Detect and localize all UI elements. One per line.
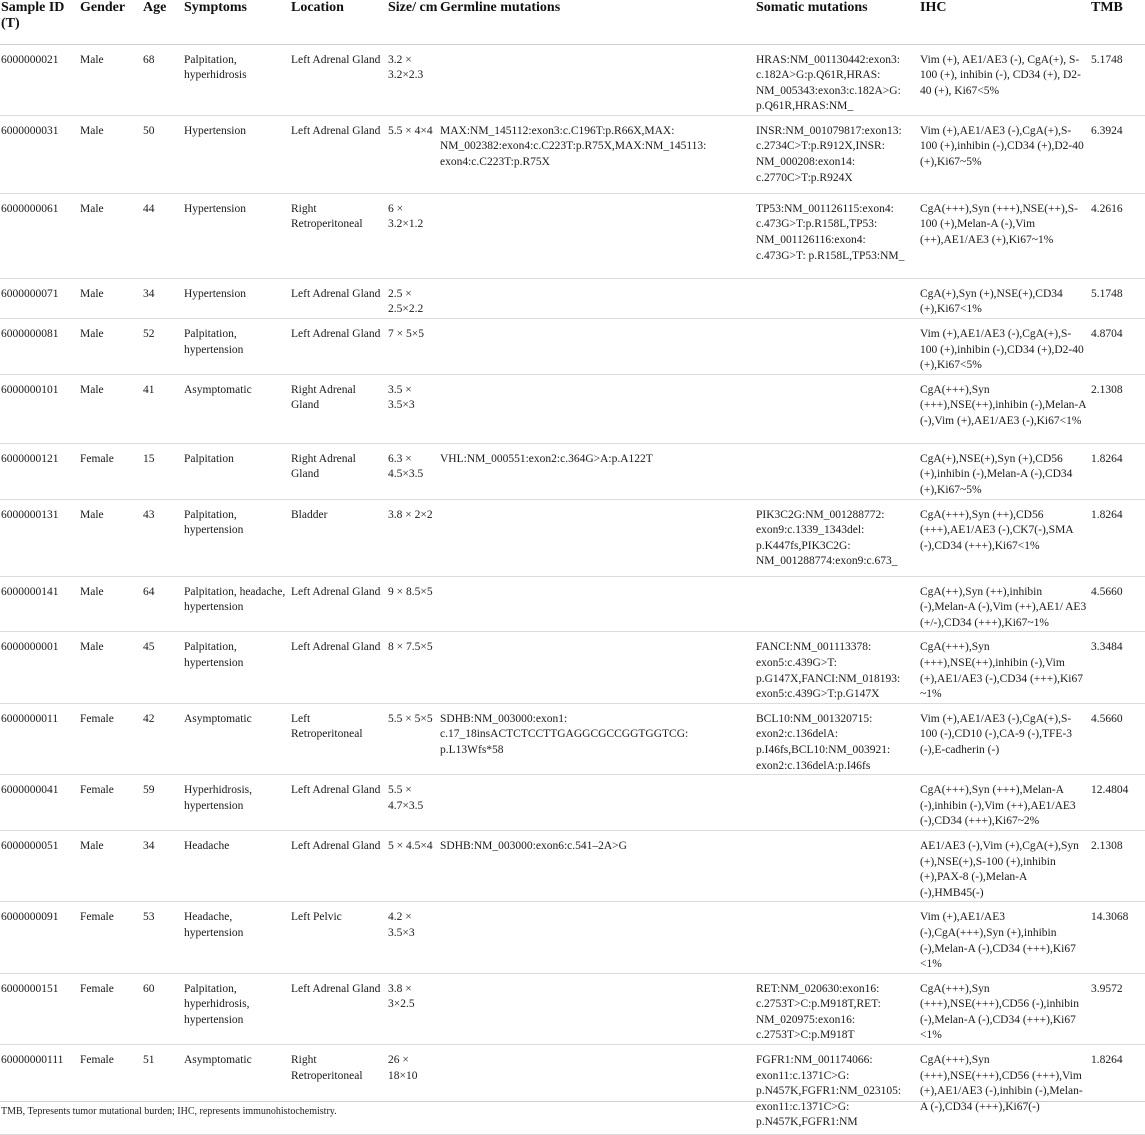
table-cell: 51 <box>143 1045 184 1135</box>
table-cell <box>440 576 756 632</box>
table-cell: 3.5 × 3.5×3 <box>388 374 440 443</box>
table-cell: Left Adrenal Gland <box>291 830 388 901</box>
table-row <box>0 775 1145 831</box>
table-cell: 3.2 × 3.2×2.3 <box>388 44 440 115</box>
table-cell <box>440 374 756 443</box>
table-cell: 4.2 × 3.5×3 <box>388 902 440 973</box>
table-cell: 50 <box>143 115 184 193</box>
table-cell: 5.5 × 4×4 <box>388 115 440 193</box>
table-cell: Male <box>80 278 143 318</box>
table-cell: Vim (+),AE1/AE3 (-),CgA(+),S-100 (+),inhibin (-),CD34 (+),D2-40 (+),Ki67~5% <box>920 115 1091 193</box>
table-cell: PIK3C2G:NM_001288772: exon9:c.1339_1343del: p.K447fs,PIK3C2G: NM_001288774:exon9:c.673_ <box>756 499 920 576</box>
table-cell <box>756 775 920 831</box>
table-cell: VHL:NM_000551:exon2:c.364G>A:p.A122T <box>440 443 756 499</box>
table-cell: Male <box>80 830 143 901</box>
table-cell <box>756 830 920 901</box>
table-cell <box>440 775 756 831</box>
table-cell: 5 × 4.5×4 <box>388 830 440 901</box>
column-header: Somatic mutations <box>756 0 920 44</box>
table-cell: CgA(+++),Syn (+++),NSE(++),S-100 (+),Melan-A (-),Vim (++),AE1/AE3 (+),Ki67~1% <box>920 193 1091 278</box>
table-row <box>0 576 1145 632</box>
table-cell <box>756 576 920 632</box>
table-cell <box>440 44 756 115</box>
table-cell: Bladder <box>291 499 388 576</box>
table-cell: 34 <box>143 830 184 901</box>
table-cell: 5.1748 <box>1091 44 1145 115</box>
table-cell: Female <box>80 902 143 973</box>
table-cell: CgA(+),NSE(+),Syn (+),CD56 (+),inhibin (-),Melan-A (-),CD34 (+),Ki67~5% <box>920 443 1091 499</box>
table-cell: Left Adrenal Gland <box>291 278 388 318</box>
table-cell: CgA(+++),Syn (+++),NSE(++),inhibin (-),Vim (+),AE1/AE3 (-),CD34 (+++),Ki67 ~1% <box>920 632 1091 703</box>
table-cell: CgA(+++),Syn (+++),NSE(+++),CD56 (+++),Vim (+),AE1/AE3 (-),inhibin (-),Melan-A (-),CD34 (+++),Ki67(-) <box>920 1045 1091 1135</box>
table-cell: 4.5660 <box>1091 576 1145 632</box>
table-cell: Vim (+), AE1/AE3 (-), CgA(+), S-100 (+), inhibin (-), CD34 (+), D2-40 (+), Ki67<5% <box>920 44 1091 115</box>
table-cell: 6.3 × 4.5×3.5 <box>388 443 440 499</box>
table-cell: Male <box>80 374 143 443</box>
table-cell <box>756 374 920 443</box>
table-row <box>0 632 1145 703</box>
table-cell: Asymptomatic <box>184 374 291 443</box>
table-row <box>0 703 1145 774</box>
table-cell: INSR:NM_001079817:exon13: c.2734C>T:p.R912X,INSR: NM_000208:exon14: c.2770C>T:p.R924X <box>756 115 920 193</box>
table-cell: CgA(+),Syn (+),NSE(+),CD34 (+),Ki67<1% <box>920 278 1091 318</box>
table-cell: CgA(+++),Syn (+++),NSE(+++),CD56 (-),inhibin (-),Melan-A (-),CD34 (+++),Ki67 <1% <box>920 973 1091 1044</box>
table-cell <box>440 1045 756 1135</box>
table-cell: 6000000131 <box>0 499 80 576</box>
table-bottom-rule <box>0 1101 1145 1102</box>
table-cell: 6000000051 <box>0 830 80 901</box>
table-cell: 1.8264 <box>1091 443 1145 499</box>
table-cell: Left Pelvic <box>291 902 388 973</box>
column-header: Gender <box>80 0 143 44</box>
table-cell: 2.1308 <box>1091 374 1145 443</box>
table-cell: FGFR1:NM_001174066: exon11:c.1371C>G: p.N457K,FGFR1:NM_023105: exon11:c.1371C>G: p.N457K,FGFR1:NM <box>756 1045 920 1135</box>
table-cell: 12.4804 <box>1091 775 1145 831</box>
table-cell: Palpitation, hypertension <box>184 499 291 576</box>
table-cell: Female <box>80 443 143 499</box>
table-cell: Left Adrenal Gland <box>291 632 388 703</box>
table-cell: RET:NM_020630:exon16: c.2753T>C:p.M918T,RET: NM_020975:exon16: c.2753T>C:p.M918T <box>756 973 920 1044</box>
table-cell: CgA(+++),Syn (+++),NSE(++),inhibin (-),Melan-A (-),Vim (+),AE1/AE3 (-),Ki67<1% <box>920 374 1091 443</box>
table-row <box>0 830 1145 901</box>
table-cell: SDHB:NM_003000:exon1: c.17_18insACTCTCCTTGAGGCGCCGGTGGTCG: p.L13Wfs*58 <box>440 703 756 774</box>
column-header: Location <box>291 0 388 44</box>
table-cell: 6000000091 <box>0 902 80 973</box>
table-cell: 5.1748 <box>1091 278 1145 318</box>
table-cell: Headache <box>184 830 291 901</box>
table-cell: Hypertension <box>184 278 291 318</box>
table-cell: 41 <box>143 374 184 443</box>
table-cell: Palpitation, hyperhidrosis <box>184 44 291 115</box>
table-cell: Left Adrenal Gland <box>291 973 388 1044</box>
table-cell: CgA(+++),Syn (+++),Melan-A (-),inhibin (-),Vim (++),AE1/AE3 (-),CD34 (+++),Ki67~2% <box>920 775 1091 831</box>
table-cell: Right Adrenal Gland <box>291 374 388 443</box>
table-cell: Right Adrenal Gland <box>291 443 388 499</box>
table-cell: 8 × 7.5×5 <box>388 632 440 703</box>
table-cell: 3.8 × 2×2 <box>388 499 440 576</box>
table-cell: 6000000001 <box>0 632 80 703</box>
table-cell: 45 <box>143 632 184 703</box>
table-cell <box>440 193 756 278</box>
column-header: Size/ cm <box>388 0 440 44</box>
table-row <box>0 115 1145 193</box>
table-cell: 5.5 × 4.7×3.5 <box>388 775 440 831</box>
table-cell: CgA(++),Syn (++),inhibin (-),Melan-A (-),Vim (++),AE1/ AE3 (+/-),CD34 (+++),Ki67~1% <box>920 576 1091 632</box>
table-cell: 6000000011 <box>0 703 80 774</box>
table-body <box>0 44 1145 1135</box>
table-cell: 1.8264 <box>1091 1045 1145 1135</box>
table-cell: Male <box>80 115 143 193</box>
table-cell: Palpitation, headache, hypertension <box>184 576 291 632</box>
table-cell <box>440 319 756 375</box>
table-cell: Palpitation <box>184 443 291 499</box>
table-cell: Male <box>80 576 143 632</box>
table-row <box>0 443 1145 499</box>
table-cell: 6000000141 <box>0 576 80 632</box>
table-cell: 7 × 5×5 <box>388 319 440 375</box>
table-cell: 9 × 8.5×5 <box>388 576 440 632</box>
table-cell <box>440 902 756 973</box>
table-cell: Vim (+),AE1/AE3 (-),CgA(+),S-100 (-),CD10 (-),CA-9 (-),TFE-3 (-),E-cadherin (-) <box>920 703 1091 774</box>
table-cell <box>440 973 756 1044</box>
table-cell: 68 <box>143 44 184 115</box>
table-cell: Right Retroperitoneal <box>291 1045 388 1135</box>
table-cell: 6000000151 <box>0 973 80 1044</box>
table-cell: Female <box>80 703 143 774</box>
table-row <box>0 902 1145 973</box>
table-cell: 2.1308 <box>1091 830 1145 901</box>
table-cell: 4.5660 <box>1091 703 1145 774</box>
table-cell: 6000000071 <box>0 278 80 318</box>
table-cell: Right Retroperitoneal <box>291 193 388 278</box>
table-cell: Hypertension <box>184 193 291 278</box>
table-cell: 3.3484 <box>1091 632 1145 703</box>
table-cell: Left Retroperitoneal <box>291 703 388 774</box>
table-cell: Palpitation, hypertension <box>184 319 291 375</box>
table-cell: 6.3924 <box>1091 115 1145 193</box>
table-cell <box>440 632 756 703</box>
column-header: Sample ID (T) <box>0 0 80 44</box>
table-row <box>0 973 1145 1044</box>
table-cell: CgA(+++),Syn (++),CD56 (+++),AE1/AE3 (-),CK7(-),SMA (-),CD34 (+++),Ki67<1% <box>920 499 1091 576</box>
table-footnote: TMB, Tepresents tumor mutational burden; IHC, represents immunohistochemistry. <box>1 1106 337 1117</box>
column-header: IHC <box>920 0 1091 44</box>
table-cell: 6 × 3.2×1.2 <box>388 193 440 278</box>
column-header: Symptoms <box>184 0 291 44</box>
table-cell: Male <box>80 632 143 703</box>
table-cell: Male <box>80 319 143 375</box>
table-cell: Vim (+),AE1/AE3 (-),CgA(+++),Syn (+),inhibin (-),Melan-A (-),CD34 (+++),Ki67 <1% <box>920 902 1091 973</box>
table-cell: Asymptomatic <box>184 1045 291 1135</box>
table-cell: 1.8264 <box>1091 499 1145 576</box>
table-cell: 2.5 × 2.5×2.2 <box>388 278 440 318</box>
table-cell: Male <box>80 193 143 278</box>
table-cell: Palpitation, hyperhidrosis, hypertension <box>184 973 291 1044</box>
table-cell: Hyperhidrosis, hypertension <box>184 775 291 831</box>
table-cell: 44 <box>143 193 184 278</box>
table-cell: FANCI:NM_001113378: exon5:c.439G>T: p.G147X,FANCI:NM_018193: exon5:c.439G>T:p.G147X <box>756 632 920 703</box>
table-cell: BCL10:NM_001320715: exon2:c.136delA: p.I46fs,BCL10:NM_003921: exon2:c.136delA:p.I46fs <box>756 703 920 774</box>
table-cell: 5.5 × 5×5 <box>388 703 440 774</box>
table-cell: 26 × 18×10 <box>388 1045 440 1135</box>
table-row <box>0 319 1145 375</box>
table-cell: 60000000111 <box>0 1045 80 1135</box>
column-header: Germline mutations <box>440 0 756 44</box>
table-cell <box>440 278 756 318</box>
table-cell <box>756 902 920 973</box>
table-row <box>0 278 1145 318</box>
table-cell: 64 <box>143 576 184 632</box>
table-row <box>0 499 1145 576</box>
table-cell: MAX:NM_145112:exon3:c.C196T:p.R66X,MAX: NM_002382:exon4:c.C223T:p.R75X,MAX:NM_145113: exon4:c.C223T:p.R75X <box>440 115 756 193</box>
table-cell: 14.3068 <box>1091 902 1145 973</box>
table-cell: Left Adrenal Gland <box>291 576 388 632</box>
table-cell: AE1/AE3 (-),Vim (+),CgA(+),Syn (+),NSE(+),S-100 (+),inhibin (+),PAX-8 (-),Melan-A (-),HMB45(-) <box>920 830 1091 901</box>
table-cell: 15 <box>143 443 184 499</box>
table-cell: 6000000121 <box>0 443 80 499</box>
table-row <box>0 1045 1145 1135</box>
table-cell: Asymptomatic <box>184 703 291 774</box>
table-cell: 3.8 × 3×2.5 <box>388 973 440 1044</box>
column-header: Age <box>143 0 184 44</box>
table-cell: 3.9572 <box>1091 973 1145 1044</box>
table-row <box>0 193 1145 278</box>
table-cell: 6000000041 <box>0 775 80 831</box>
table-cell <box>440 499 756 576</box>
table-cell: 4.2616 <box>1091 193 1145 278</box>
table-cell: 52 <box>143 319 184 375</box>
table-cell: 60 <box>143 973 184 1044</box>
table-cell: 4.8704 <box>1091 319 1145 375</box>
table-cell: Female <box>80 1045 143 1135</box>
table-cell: HRAS:NM_001130442:exon3: c.182A>G:p.Q61R,HRAS: NM_005343:exon3:c.182A>G: p.Q61R,HRAS:NM_ <box>756 44 920 115</box>
table-cell <box>756 278 920 318</box>
column-header: TMB <box>1091 0 1145 44</box>
table-cell: Female <box>80 775 143 831</box>
table-cell: 59 <box>143 775 184 831</box>
table-cell: 6000000061 <box>0 193 80 278</box>
table-row <box>0 374 1145 443</box>
table-cell: 6000000081 <box>0 319 80 375</box>
table-cell: Left Adrenal Gland <box>291 115 388 193</box>
table-cell: Left Adrenal Gland <box>291 319 388 375</box>
table-cell: Left Adrenal Gland <box>291 775 388 831</box>
table-header-row <box>0 0 1145 44</box>
table-cell: Palpitation, hypertension <box>184 632 291 703</box>
table-cell: SDHB:NM_003000:exon6:c.541–2A>G <box>440 830 756 901</box>
table-cell <box>756 319 920 375</box>
table-row <box>0 44 1145 115</box>
table-cell: 6000000031 <box>0 115 80 193</box>
table-cell: 53 <box>143 902 184 973</box>
table-cell: 42 <box>143 703 184 774</box>
table-cell: Headache, hypertension <box>184 902 291 973</box>
table-cell: TP53:NM_001126115:exon4: c.473G>T:p.R158L,TP53: NM_001126116:exon4: c.473G>T: p.R158L,TP53:NM_ <box>756 193 920 278</box>
table-cell: Hypertension <box>184 115 291 193</box>
table-cell: Female <box>80 973 143 1044</box>
table-cell <box>756 443 920 499</box>
table-cell: 6000000021 <box>0 44 80 115</box>
table-cell: Vim (+),AE1/AE3 (-),CgA(+),S-100 (+),inhibin (-),CD34 (+),D2-40 (+),Ki67<5% <box>920 319 1091 375</box>
table-cell: Male <box>80 44 143 115</box>
table-cell: Left Adrenal Gland <box>291 44 388 115</box>
table-cell: 43 <box>143 499 184 576</box>
table-cell: Male <box>80 499 143 576</box>
table-cell: 6000000101 <box>0 374 80 443</box>
table-cell: 34 <box>143 278 184 318</box>
